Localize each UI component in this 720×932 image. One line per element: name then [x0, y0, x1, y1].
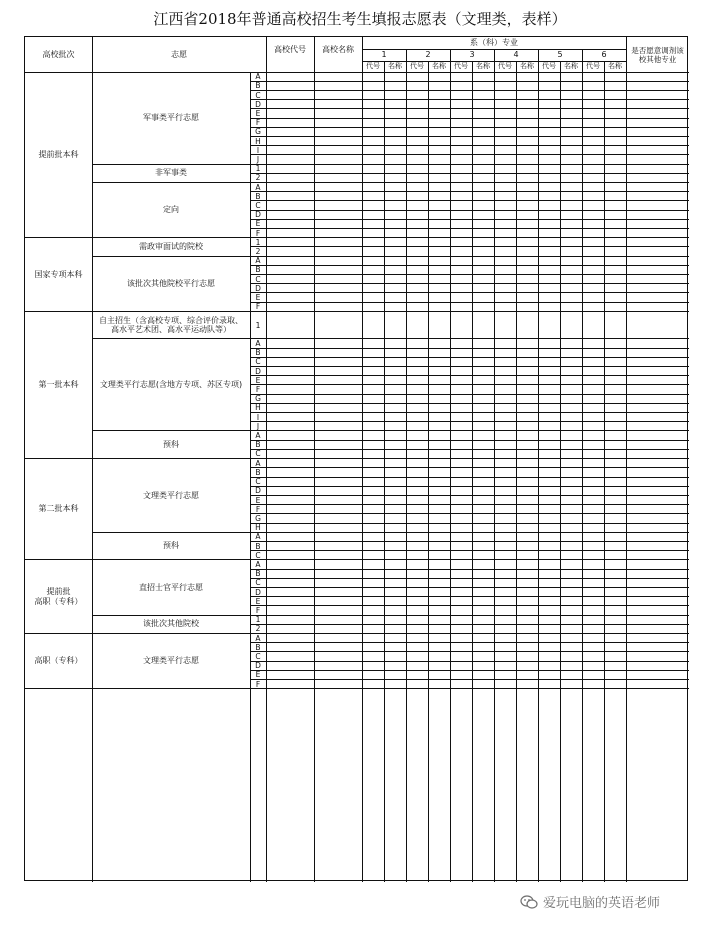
grid-line — [406, 72, 407, 882]
header-volunteer: 志愿 — [171, 49, 187, 59]
header-school-name: 高校名称 — [322, 45, 354, 54]
row-label: E — [255, 375, 261, 385]
grid-line — [472, 61, 473, 72]
volunteer-label: 该批次其他院校平行志愿 — [127, 278, 215, 288]
grid-line — [250, 550, 689, 551]
grid-line — [250, 292, 689, 293]
grid-line — [250, 624, 689, 625]
row-label: B — [255, 569, 261, 579]
row-label: 1 — [255, 615, 261, 625]
grid-line — [250, 440, 689, 441]
grid-line — [250, 504, 689, 505]
grid-line — [250, 523, 689, 524]
row-label: C — [255, 651, 261, 661]
grid-line — [250, 164, 689, 165]
grid-line — [450, 49, 451, 72]
row-label: D — [255, 486, 261, 496]
grid-line — [250, 99, 689, 100]
row-label: D — [255, 661, 261, 671]
row-label: 1 — [255, 237, 261, 247]
row-label: E — [255, 495, 261, 505]
row-label: B — [255, 467, 261, 477]
row-label: H — [255, 136, 261, 146]
row-label: A — [255, 339, 261, 349]
grid-line — [250, 486, 689, 487]
grid-line — [250, 633, 689, 634]
grid-line — [250, 118, 689, 119]
grid-line — [250, 458, 689, 459]
grid-line — [250, 541, 689, 542]
grid-line — [250, 430, 689, 431]
grid-line — [626, 37, 627, 72]
header-major-number: 1 — [381, 50, 387, 60]
row-label: C — [255, 357, 261, 367]
row-label: C — [255, 449, 261, 459]
header-batch: 高校批次 — [42, 49, 75, 59]
grid-line — [604, 72, 605, 882]
grid-line — [250, 191, 689, 192]
grid-line — [604, 61, 605, 72]
grid-line — [582, 49, 583, 72]
batch-label: 提前批本科 — [38, 150, 79, 160]
row-label: C — [255, 550, 261, 560]
row-label: C — [255, 90, 261, 100]
grid-line — [494, 49, 495, 72]
grid-line — [250, 237, 689, 238]
batch-label: 提前批 高职（专科） — [34, 587, 83, 606]
volunteer-form-table — [24, 36, 688, 881]
grid-line — [92, 37, 93, 72]
volunteer-label: 文理类平行志愿 — [143, 656, 199, 666]
row-label: 1 — [255, 164, 261, 174]
grid-line — [362, 72, 363, 882]
grid-line — [384, 61, 385, 72]
row-label: F — [255, 228, 261, 238]
header-major-code: 代号 — [366, 62, 380, 71]
grid-line — [250, 578, 689, 579]
form-title: 江西省2018年普通高校招生考生填报志愿表（文理类，表样） — [153, 10, 567, 28]
grid-line — [384, 72, 385, 882]
grid-line — [250, 136, 689, 137]
grid-line — [250, 108, 689, 109]
header-majors-group: 系（科）专业 — [470, 38, 518, 48]
grid-line — [92, 72, 93, 882]
grid-line — [362, 37, 363, 72]
watermark — [520, 892, 660, 911]
header-major-number: 2 — [425, 50, 431, 60]
grid-line — [250, 559, 689, 560]
grid-line — [250, 338, 689, 339]
volunteer-label: 预科 — [163, 439, 179, 449]
grid-line — [428, 61, 429, 72]
grid-line — [250, 256, 689, 257]
row-label: G — [255, 394, 261, 404]
row-label: F — [255, 504, 261, 514]
grid-line — [250, 375, 689, 376]
grid-line — [516, 72, 517, 882]
grid-line — [406, 49, 407, 72]
row-label: B — [255, 440, 261, 450]
row-label: J — [256, 154, 260, 164]
grid-line — [250, 173, 689, 174]
row-label: A — [255, 256, 261, 266]
grid-line — [250, 569, 689, 570]
batch-label: 第一批本科 — [38, 380, 79, 390]
batch-label: 国家专项本科 — [34, 269, 83, 279]
row-label: A — [255, 559, 261, 569]
header-major-name: 名称 — [520, 62, 534, 71]
grid-line — [250, 182, 689, 183]
volunteer-label: 该批次其他院校 — [143, 619, 199, 629]
grid-line — [314, 72, 315, 882]
row-label: E — [255, 670, 261, 680]
row-label: 2 — [255, 624, 261, 634]
batch-label: 第二批本科 — [38, 504, 79, 514]
grid-line — [250, 145, 689, 146]
row-label: E — [255, 108, 261, 118]
row-label: B — [255, 191, 261, 201]
row-label: 1 — [255, 320, 261, 330]
row-label: B — [255, 81, 261, 91]
volunteer-label: 自主招生（含高校专项、综合评价录取、高水平艺术团、高水平运动队等） — [99, 315, 243, 335]
grid-line — [250, 688, 689, 689]
header-major-code: 代号 — [410, 62, 424, 71]
grid-line — [250, 246, 689, 247]
grid-line — [582, 72, 583, 882]
grid-line — [250, 357, 689, 358]
grid-line — [250, 366, 689, 367]
header-major-number: 3 — [469, 50, 475, 60]
row-label: I — [256, 412, 260, 422]
volunteer-label: 预科 — [163, 541, 179, 551]
grid-line — [538, 72, 539, 882]
row-label: 2 — [255, 246, 261, 256]
grid-line — [250, 154, 689, 155]
row-label: E — [255, 596, 261, 606]
grid-line — [250, 228, 689, 229]
grid-line — [250, 421, 689, 422]
grid-line — [250, 495, 689, 496]
row-label: F — [255, 605, 261, 615]
header-major-name: 名称 — [564, 62, 578, 71]
header-major-name: 名称 — [608, 62, 622, 71]
header-major-code: 代号 — [542, 62, 556, 71]
row-label: F — [255, 385, 261, 395]
row-label: F — [255, 679, 261, 689]
row-label: E — [255, 293, 261, 302]
grid-line — [250, 467, 689, 468]
volunteer-label: 文理类平行志愿(含地方专项、苏区专项) — [99, 380, 243, 390]
row-label: G — [255, 513, 261, 523]
grid-line — [250, 449, 689, 450]
volunteer-label: 直招士官平行志愿 — [139, 582, 203, 592]
grid-line — [250, 615, 689, 616]
grid-line — [516, 61, 517, 72]
grid-line — [250, 477, 689, 478]
row-label: B — [255, 348, 261, 358]
grid-line — [266, 72, 267, 882]
grid-line — [250, 348, 689, 349]
header-major-number: 6 — [601, 50, 607, 60]
row-label: D — [255, 210, 261, 220]
wechat-icon — [520, 895, 538, 909]
header-school-code: 高校代号 — [274, 45, 306, 54]
row-label: 2 — [255, 173, 261, 183]
row-label: J — [256, 421, 260, 431]
grid-line — [250, 311, 689, 312]
row-label: D — [255, 366, 261, 376]
header-major-code: 代号 — [498, 62, 512, 71]
grid-line — [250, 219, 689, 220]
watermark-text: 爱玩电脑的英语老师 — [543, 896, 661, 911]
row-label: B — [255, 265, 261, 275]
volunteer-label: 文理类平行志愿 — [143, 490, 199, 500]
header-major-code: 代号 — [454, 62, 468, 71]
row-label: A — [255, 72, 261, 82]
row-label: A — [255, 633, 261, 643]
row-label: E — [255, 219, 261, 229]
grid-line — [250, 642, 689, 643]
grid-line — [250, 513, 689, 514]
header-major-number: 4 — [513, 50, 519, 60]
row-label: C — [255, 477, 261, 487]
grid-line — [560, 61, 561, 72]
row-label: B — [255, 642, 261, 652]
grid-line — [266, 37, 267, 72]
grid-line — [560, 72, 561, 882]
grid-line — [250, 265, 689, 266]
row-label: C — [255, 200, 261, 210]
grid-line — [250, 403, 689, 404]
grid-line — [250, 412, 689, 413]
grid-line — [428, 72, 429, 882]
grid-line — [250, 605, 689, 606]
row-label: H — [255, 523, 261, 533]
grid-line — [314, 37, 315, 72]
volunteer-label: 非军事类 — [155, 168, 187, 178]
grid-line — [250, 72, 251, 882]
grid-line — [250, 302, 689, 303]
header-major-number: 5 — [557, 50, 563, 60]
grid-line — [250, 274, 689, 275]
volunteer-label: 需政审面试的院校 — [139, 242, 203, 252]
header-major-name: 名称 — [388, 62, 402, 71]
grid-line — [250, 596, 689, 597]
row-label: F — [255, 302, 261, 312]
grid-line — [250, 90, 689, 91]
grid-line — [472, 72, 473, 882]
header-adjust: 是否愿意调剂该校其他专业 — [631, 45, 684, 64]
grid-line — [250, 532, 689, 533]
grid-line — [250, 283, 689, 284]
grid-line — [250, 670, 689, 671]
grid-line — [250, 384, 689, 385]
row-label: C — [255, 274, 261, 284]
header-major-name: 名称 — [432, 62, 446, 71]
grid-line — [250, 210, 689, 211]
grid-line — [250, 81, 689, 82]
grid-line — [450, 72, 451, 882]
row-label: D — [255, 283, 261, 293]
header-major-code: 代号 — [586, 62, 600, 71]
grid-line — [25, 688, 92, 689]
row-label: D — [255, 587, 261, 597]
row-label: A — [255, 182, 261, 192]
grid-line — [538, 49, 539, 72]
row-label: A — [255, 532, 261, 542]
grid-line — [250, 661, 689, 662]
row-label: I — [256, 145, 260, 155]
grid-line — [250, 127, 689, 128]
row-label: A — [255, 431, 261, 441]
row-label: A — [255, 458, 261, 468]
grid-line — [92, 688, 250, 689]
volunteer-label: 定向 — [163, 205, 179, 215]
row-label: C — [255, 578, 261, 588]
row-label: D — [255, 99, 261, 109]
grid-line — [250, 587, 689, 588]
grid-line — [494, 72, 495, 882]
grid-line — [250, 394, 689, 395]
grid-line — [250, 679, 689, 680]
header-major-name: 名称 — [476, 62, 490, 71]
row-label: G — [255, 127, 261, 137]
batch-label: 高职（专科） — [34, 656, 83, 666]
row-label: F — [255, 118, 261, 128]
grid-line — [250, 200, 689, 201]
grid-line — [626, 72, 627, 882]
grid-line — [250, 651, 689, 652]
volunteer-label: 军事类平行志愿 — [143, 113, 199, 123]
row-label: H — [255, 403, 261, 413]
row-label: B — [255, 541, 261, 551]
